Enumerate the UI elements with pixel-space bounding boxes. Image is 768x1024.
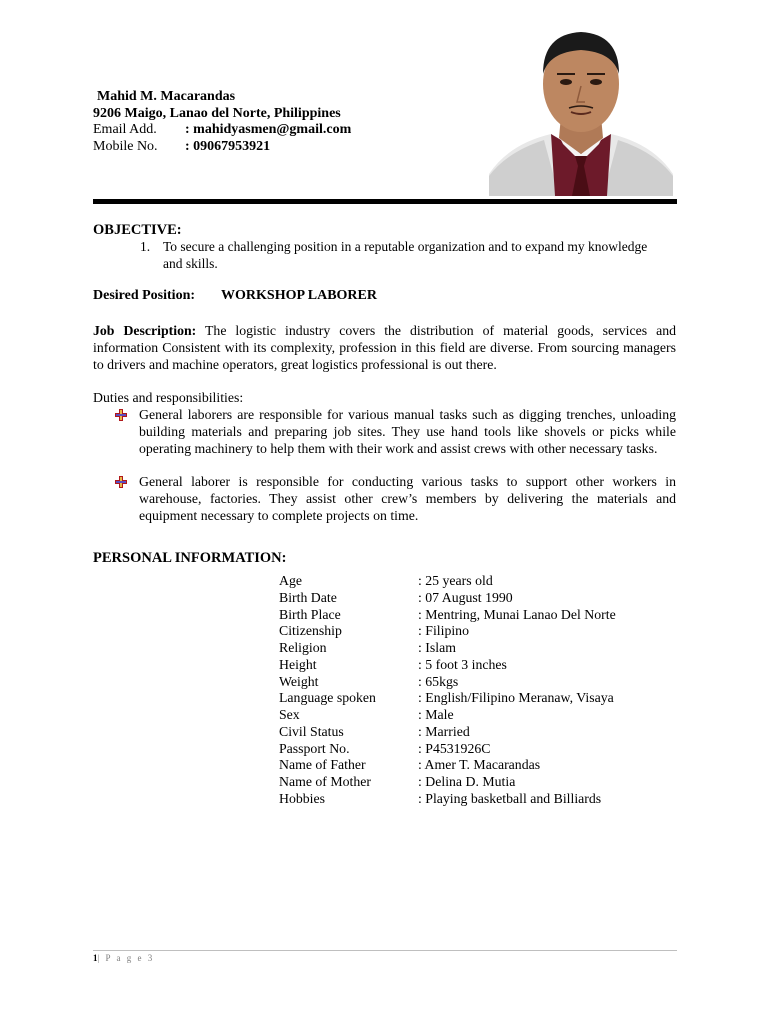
personal-info-label: Height — [279, 656, 317, 672]
personal-info-label: Birth Place — [279, 606, 341, 622]
duty-text: General laborer is responsible for conducting various tasks to support other workers in warehouse, factories. They assist other crew’s members by delivering the materials and equipment necessary to complete projects on time. — [139, 474, 676, 523]
personal-info-label: Hobbies — [279, 790, 325, 806]
job-description — [93, 322, 676, 373]
personal-info-table — [279, 573, 616, 808]
personal-info-row — [279, 607, 616, 624]
personal-info-value: : 65kgs — [418, 673, 459, 689]
personal-info-label: Age — [279, 573, 302, 588]
mobile-label: Mobile No. — [93, 139, 158, 154]
personal-info-row — [279, 791, 616, 808]
email-line — [93, 121, 351, 138]
personal-info-row — [279, 623, 616, 640]
job-description-label: Job Description: — [93, 323, 197, 338]
mobile-value: : 09067953921 — [185, 139, 271, 154]
duty-item — [139, 406, 676, 457]
personal-info-label: Sex — [279, 707, 300, 722]
personal-info-label: Birth Date — [279, 589, 337, 605]
mobile-line — [93, 138, 270, 155]
personal-info-row — [279, 640, 616, 657]
personal-info-value: : Married — [418, 723, 470, 739]
plus-bullet-icon — [114, 408, 128, 422]
page-footer — [93, 953, 154, 963]
personal-info-row — [279, 707, 616, 724]
applicant-address: 9206 Maigo, Lanao del Norte, Philippines — [93, 106, 341, 121]
personal-info-value: : Amer T. Macarandas — [418, 757, 541, 773]
personal-info-row — [279, 690, 616, 707]
personal-info-row — [279, 741, 616, 758]
personal-info-label: Religion — [279, 640, 327, 655]
personal-info-row — [279, 757, 616, 774]
personal-info-row — [279, 674, 616, 691]
personal-info-label: Language spoken — [279, 690, 376, 706]
plus-bullet-icon — [114, 475, 128, 489]
personal-info-value: : Mentring, Munai Lanao Del Norte — [418, 606, 616, 622]
footer-divider — [93, 950, 677, 951]
personal-info-row — [279, 573, 616, 590]
applicant-name: Mahid M. Macarandas — [97, 89, 236, 104]
desired-position-value: WORKSHOP LABORER — [221, 288, 377, 303]
personal-info-row — [279, 590, 616, 607]
personal-info-value: : Male — [418, 707, 454, 722]
email-label: Email Add. — [93, 122, 157, 137]
personal-info-label: Civil Status — [279, 723, 344, 739]
personal-info-label: Name of Mother — [279, 774, 371, 789]
objective-list — [140, 239, 660, 272]
personal-info-row — [279, 774, 616, 791]
duties-heading: Duties and responsibilities: — [93, 390, 244, 405]
duty-item — [139, 473, 676, 524]
objective-number: 1. — [140, 239, 151, 254]
personal-info-label: Weight — [279, 673, 319, 689]
personal-info-value: : Islam — [418, 640, 456, 655]
personal-info-value: : 25 years old — [418, 573, 493, 588]
personal-info-label: Passport No. — [279, 740, 350, 756]
profile-photo — [489, 24, 673, 196]
personal-info-value: : Playing basketball and Billiards — [418, 790, 602, 806]
page-number: 1 — [93, 953, 98, 963]
objective-heading: OBJECTIVE: — [93, 222, 182, 238]
desired-position — [93, 288, 377, 304]
personal-info-value: : Filipino — [418, 623, 469, 639]
personal-info-value: : Delina D. Mutia — [418, 774, 516, 789]
desired-position-label: Desired Position: — [93, 288, 196, 303]
personal-info-value: : English/Filipino Meranaw, Visaya — [418, 690, 614, 706]
header-divider — [93, 199, 677, 204]
personal-info-value: : 07 August 1990 — [418, 589, 513, 605]
duty-text: General laborers are responsible for various manual tasks such as digging trenches, unloading building materials and preparing job sites. They use hand tools like shovels or picks while operating machinery to help them with their work and assist crews with other necessary tasks. — [139, 407, 676, 456]
personal-info-value: : P4531926C — [418, 740, 491, 756]
job-description-text: The logistic industry covers the distribution of material goods, services and information Consistent with its complexity, profession in this field are diverse. From sourcing managers to drivers and machine operators, great logistics professional is out there. — [93, 323, 676, 372]
personal-info-heading: PERSONAL INFORMATION: — [93, 550, 287, 566]
personal-info-value: : 5 foot 3 inches — [418, 656, 507, 672]
personal-info-label: Citizenship — [279, 623, 342, 639]
objective-text: To secure a challenging position in a reputable organization and to expand my knowledge and skills. — [163, 239, 648, 271]
personal-info-row — [279, 724, 616, 741]
personal-info-label: Name of Father — [279, 757, 366, 773]
email-value: : mahidyasmen@gmail.com — [185, 122, 352, 137]
page-label: | P a g e 3 — [97, 953, 155, 963]
personal-info-row — [279, 657, 616, 674]
